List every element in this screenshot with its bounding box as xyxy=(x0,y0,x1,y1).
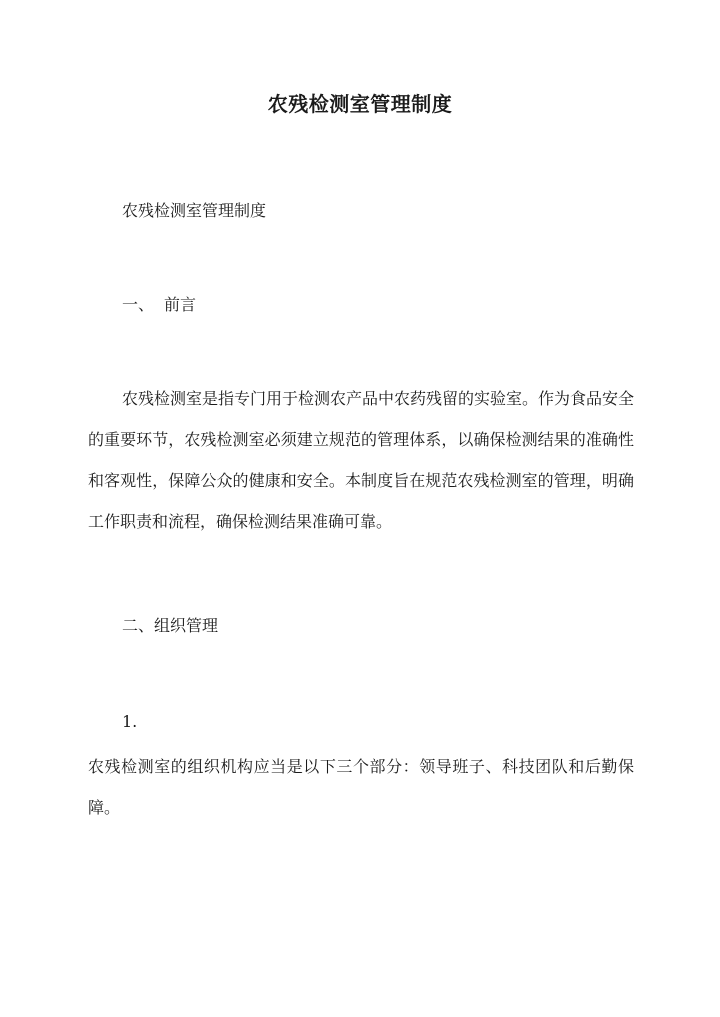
document-subtitle: 农残检测室管理制度 xyxy=(122,201,267,220)
organization-paragraph: 农残检测室的组织机构应当是以下三个部分：领导班子、科技团队和后勤保障。 xyxy=(88,757,634,817)
section-number: 二、 xyxy=(122,616,155,635)
section-heading-preface xyxy=(122,292,196,315)
section-heading-organization xyxy=(122,613,218,636)
section-heading-text: 前言 xyxy=(164,295,197,314)
document-title: 农残检测室管理制度 xyxy=(267,92,453,116)
section-heading-text: 组织管理 xyxy=(154,616,219,635)
list-item-number: 1. xyxy=(122,712,138,731)
preface-paragraph: 农残检测室是指专门用于检测农产品中农药残留的实验室。作为食品安全的重要环节，农残检测室必须建立规范的管理体系，以确保检测结果的准确性和客观性，保障公众的健康和安全。本制度旨在规范农残检测室的管理，明确工作职责和流程，确保检测结果准确可靠。 xyxy=(88,389,635,531)
section-number: 一、 xyxy=(122,295,155,314)
